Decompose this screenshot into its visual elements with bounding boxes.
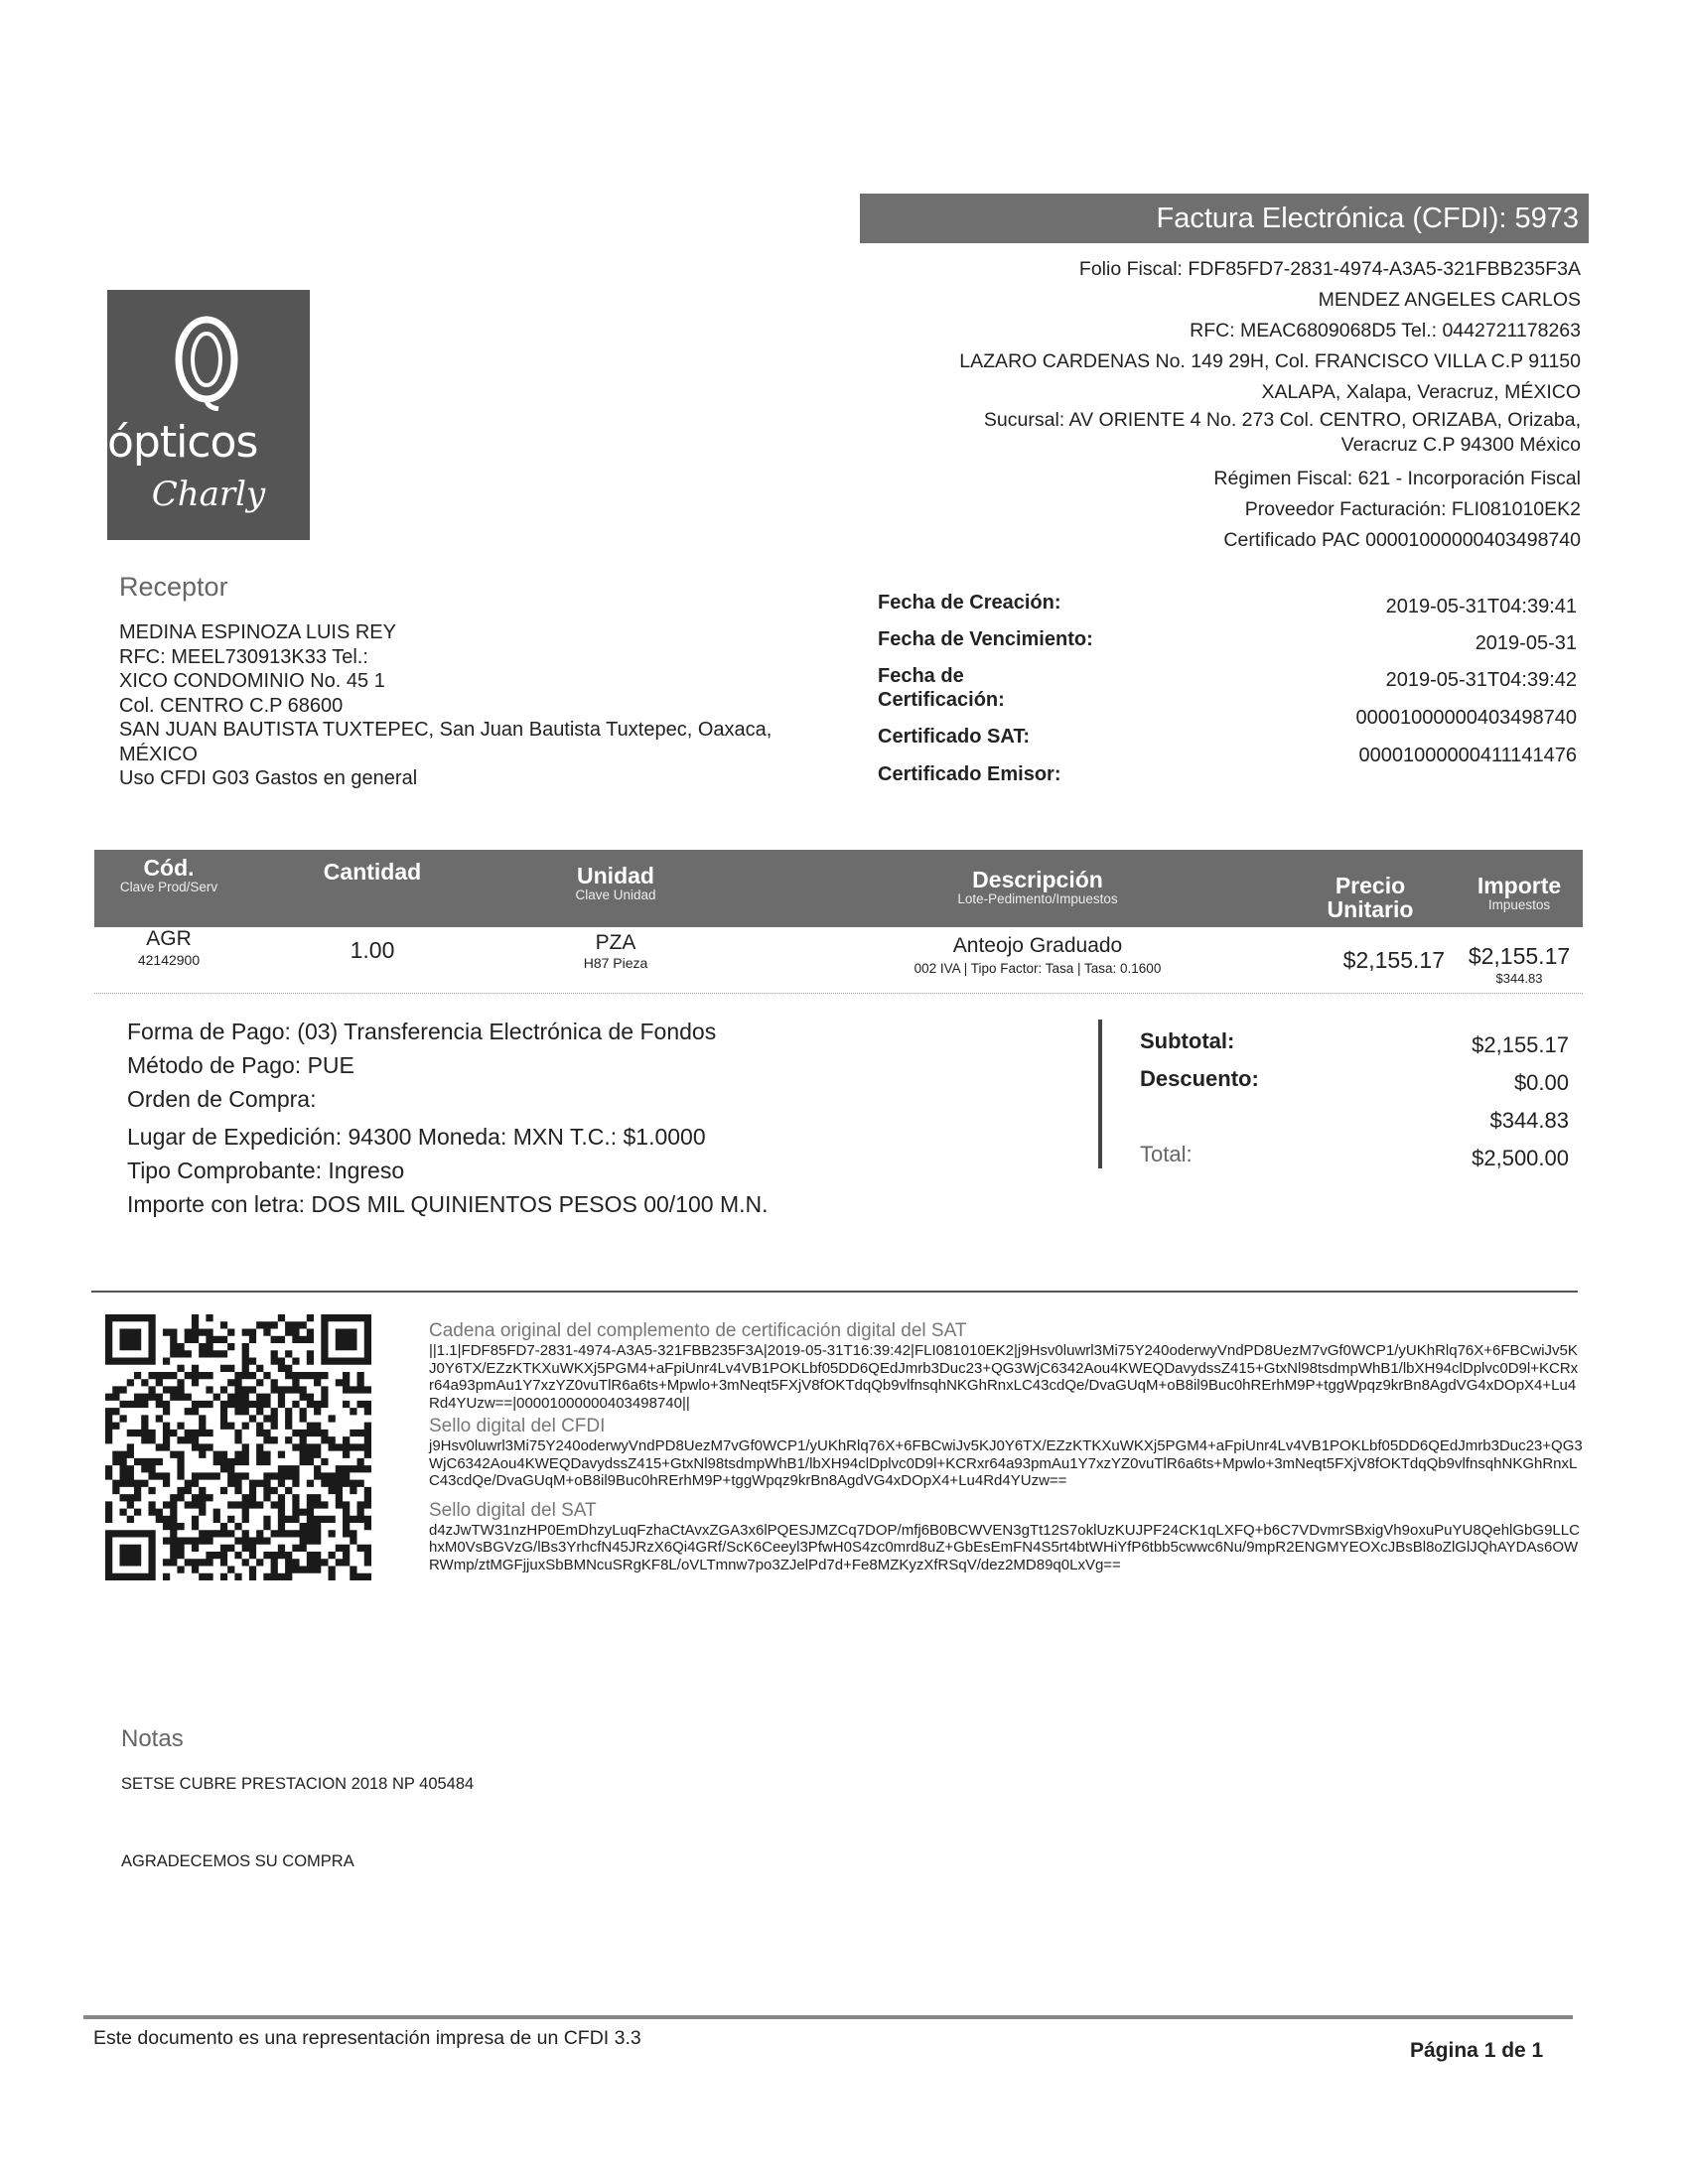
header-descripcion <box>849 868 1226 907</box>
qr-code-icon <box>105 1314 371 1580</box>
logo-mark-icon <box>167 312 246 411</box>
receptor-city: SAN JUAN BAUTISTA TUXTEPEC, San Juan Bautista Tuxtepec, Oaxaca, <box>119 719 773 741</box>
header-precio <box>1296 874 1445 921</box>
header-descripcion-sub: Lote-Pedimento/Impuestos <box>957 891 1118 906</box>
row-unidad-sub: H87 Pieza <box>583 955 648 971</box>
row-separator <box>94 993 1583 994</box>
receptor-address: XICO CONDOMINIO No. 45 1 <box>119 670 385 692</box>
header-precio-1: Precio <box>1335 873 1406 898</box>
row-importe-iva: $344.83 <box>1495 971 1543 986</box>
value-fecha-certificacion: 2019-05-31T04:39:42 <box>1385 669 1577 691</box>
receptor-label: Receptor <box>119 572 228 602</box>
iva-value: $344.83 <box>1489 1108 1569 1133</box>
value-fecha-vencimiento: 2019-05-31 <box>1475 632 1577 654</box>
label-fecha-vencimiento: Fecha de Vencimiento: <box>878 628 1093 650</box>
importe-con-letra: Importe con letra: DOS MIL QUINIENTOS PESOS 00/100 M.N. <box>127 1191 769 1217</box>
issuer-address-2: XALAPA, Xalapa, Veracruz, MÉXICO <box>1261 381 1581 403</box>
totals-divider <box>1098 1020 1102 1168</box>
label-certificado-sat: Certificado SAT: <box>878 726 1030 748</box>
label-fecha-certificacion-2: Certificación: <box>878 689 1005 711</box>
sello-sat-title: Sello digital del SAT <box>429 1499 597 1521</box>
logo-brand-text: ópticos <box>107 417 258 468</box>
header-unidad <box>511 864 720 903</box>
header-descripcion-label: Descripción <box>972 867 1103 892</box>
issuer-rfc: RFC: MEAC6809068D5 Tel.: 0442721178263 <box>1190 320 1581 341</box>
footer-disclaimer: Este documento es una representación impresa de un CFDI 3.3 <box>93 2027 641 2049</box>
header-cod <box>94 856 243 895</box>
forma-de-pago: Forma de Pago: (03) Transferencia Electrónica de Fondos <box>127 1019 717 1044</box>
invoice-title-bar <box>860 194 1589 243</box>
header-cod-label: Cód. <box>143 855 195 881</box>
receptor-rfc: RFC: MEEL730913K33 Tel.: <box>119 645 368 668</box>
digital-seals <box>429 1316 1583 1573</box>
sello-sat-text: d4zJwTW31nzHP0EmDhzyLuqFzhaCtAvxZGA3x6lPQESJMZCq7DOP/mfj6B0BCWVEN3gTt12S7oklUzKUJPF24CK1qLXFQ+b6C7VDvmrSBxigVh9oxuPuYU8QehlGbG9LLChxM0VsBGVzG/lBs3YrhcfN45JRzX6Qi4GRf/ScK6Ceeyl3PfwH0S4zc0mrd8uZ+GbEsEmFN4S5rt4btWHiYfP6tbb5cwwc6Nu/9mpR2ENGMYEOXcJBsBl8oZlGlJQhAYDAs6OWRWmp/ztMGFjjuxSbBMNcuSRgKF8L/oVLTmnw7po3ZJelPd7d+Fe8MZKyzXfRSqV/dez2MD89q0LxVg== <box>429 1521 1580 1573</box>
issuer-address-1: LAZARO CARDENAS No. 149 29H, Col. FRANCISCO VILLA C.P 91150 <box>959 350 1581 372</box>
row-precio: $2,155.17 <box>1342 947 1445 973</box>
subtotal-label: Subtotal: <box>1140 1028 1235 1053</box>
value-certificado-sat: 00001000000403498740 <box>1355 707 1577 729</box>
row-impuesto: 002 IVA | Tipo Factor: Tasa | Tasa: 0.1600 <box>914 961 1162 976</box>
invoice-title: Factura Electrónica (CFDI): 5973 <box>1156 202 1579 234</box>
receptor-name: MEDINA ESPINOZA LUIS REY <box>119 621 396 643</box>
issuer-sucursal-1: Sucursal: AV ORIENTE 4 No. 273 Col. CENTRO, ORIZABA, Orizaba, <box>983 409 1581 431</box>
issuer-certificado-pac: Certificado PAC 00001000000403498740 <box>1223 529 1581 551</box>
row-descripcion: Anteojo Graduado <box>952 934 1123 957</box>
row-importe: $2,155.17 <box>1468 943 1571 969</box>
row-cantidad: 1.00 <box>350 937 395 963</box>
issuer-sucursal-2: Veracruz C.P 94300 México <box>1340 434 1581 456</box>
header-importe-label: Importe <box>1477 873 1562 898</box>
issuer-name: MENDEZ ANGELES CARLOS <box>1318 289 1581 311</box>
header-importe-sub: Impuestos <box>1487 897 1551 912</box>
receptor-uso-cfdi: Uso CFDI G03 Gastos en general <box>119 767 418 789</box>
header-cod-sub: Clave Prod/Serv <box>119 880 218 894</box>
sello-cfdi-text: j9Hsv0luwrl3Mi75Y240oderwyVndPD8UezM7vGf0WCP1/yUKhRlq76X+6FBCwiJv5KJ0Y6TX/EZzKTKXuWKXj5PGM4+aFpiUnr4Lv4VB1POKLbf05DD6QEdJmrb3Duc23+QG3WjC6342Aou4KWEQDavydssZ415+GtxNl98tsdmpWhB1/lbXH94clDplvc0D9l+KCRxr64a93pmAu1Y7xzYZ0vuTlR6a6ts+Mpwlo+3mNeqt5FXjV8fOKTdqQb9vlfnsqhNKGhRnxLC43cdQe/DvaGUqM+oB8il9Buc0hRErhM9P+tggWpqz9krBn8AgdVG4xDOpX4+Lu4Rd4YUzw== <box>429 1437 1583 1489</box>
page-number: Página 1 de 1 <box>1410 2039 1544 2062</box>
header-unidad-sub: Clave Unidad <box>575 887 656 902</box>
value-certificado-emisor: 00001000000411141476 <box>1358 745 1577 766</box>
value-fecha-creacion: 2019-05-31T04:39:41 <box>1385 596 1577 617</box>
payment-info <box>127 1015 769 1221</box>
label-certificado-emisor: Certificado Emisor: <box>878 763 1061 785</box>
total-label: Total: <box>1140 1142 1193 1166</box>
items-table-header <box>94 850 1583 927</box>
receptor-colonia: Col. CENTRO C.P 68600 <box>119 694 344 717</box>
issuer-proveedor: Proveedor Facturación: FLI081010EK2 <box>1244 498 1581 520</box>
sello-cfdi-title: Sello digital del CFDI <box>429 1416 606 1436</box>
footer-divider <box>83 2015 1573 2019</box>
label-fecha-creacion: Fecha de Creación: <box>878 592 1061 614</box>
cadena-original-text: ||1.1|FDF85FD7-2831-4974-A3A5-321FBB235F3A|2019-05-31T16:39:42|FLI081010EK2|j9Hsv0luwrl3Mi75Y240oderwyVndPD8UezM7vGf0WCP1/yUKhRlq76X+6FBCwiJv5KJ0Y6TX/EZzKTKXuWKXj5PGM4+aFpiUnr4Lv4VB1POKLbf05DD6QEdJmrb3Duc23+QG3WjC6342Aou4KWEQDavydssZ415+GtxNl98tsdmpWhB1/lbXH94clDplvc0D9l+KCRxr64a93pmAu1Y7xzYZ0vuTlR6a6ts+Mpwlo+3mNeqt5FXjV8fOKTdqQb9vlfnsqhNKGhRnxLC43cdQe/DvaGUqM+oB8il9Buc0hRErhM9P+tggWpqz9krBn8AgdVG4xDOpX4+Lu4Rd4YUzw==|00001000000403498740|| <box>429 1342 1579 1412</box>
table-row <box>94 927 1583 993</box>
tipo-comprobante: Tipo Comprobante: Ingreso <box>127 1158 405 1183</box>
descuento-label: Descuento: <box>1140 1066 1259 1091</box>
logo-script-text: Charly <box>151 475 266 514</box>
receptor-block <box>119 572 834 791</box>
notes-line-2: AGRADECEMOS SU COMPRA <box>121 1852 354 1870</box>
row-clave: 42142900 <box>137 952 201 968</box>
notes-line-1: SETSE CUBRE PRESTACION 2018 NP 405484 <box>121 1775 475 1793</box>
metodo-de-pago: Método de Pago: PUE <box>127 1052 354 1078</box>
header-precio-2: Unitario <box>1327 896 1414 922</box>
header-unidad-label: Unidad <box>577 863 654 888</box>
company-logo <box>107 290 310 540</box>
header-importe <box>1455 874 1584 913</box>
lugar-expedicion: Lugar de Expedición: 94300 Moneda: MXN T.C.: $1.0000 <box>127 1124 706 1150</box>
cadena-original-title: Cadena original del complemento de certificación digital del SAT <box>429 1320 967 1341</box>
subtotal-value: $2,155.17 <box>1472 1032 1569 1057</box>
descuento-value: $0.00 <box>1513 1070 1569 1095</box>
total-value: $2,500.00 <box>1472 1146 1569 1170</box>
folio-fiscal: Folio Fiscal: FDF85FD7-2831-4974-A3A5-321FBB235F3A <box>1078 258 1581 280</box>
label-fecha-certificacion-1: Fecha de <box>878 665 964 687</box>
section-divider <box>91 1291 1578 1293</box>
receptor-country: MÉXICO <box>119 743 198 765</box>
row-unidad: PZA <box>595 931 636 954</box>
row-cod: AGR <box>146 927 192 950</box>
issuer-block <box>866 254 1581 556</box>
notes-label: Notas <box>121 1725 184 1752</box>
orden-de-compra: Orden de Compra: <box>127 1086 317 1112</box>
header-cantidad: Cantidad <box>323 859 422 885</box>
issuer-regimen: Régimen Fiscal: 621 - Incorporación Fiscal <box>1213 468 1581 489</box>
